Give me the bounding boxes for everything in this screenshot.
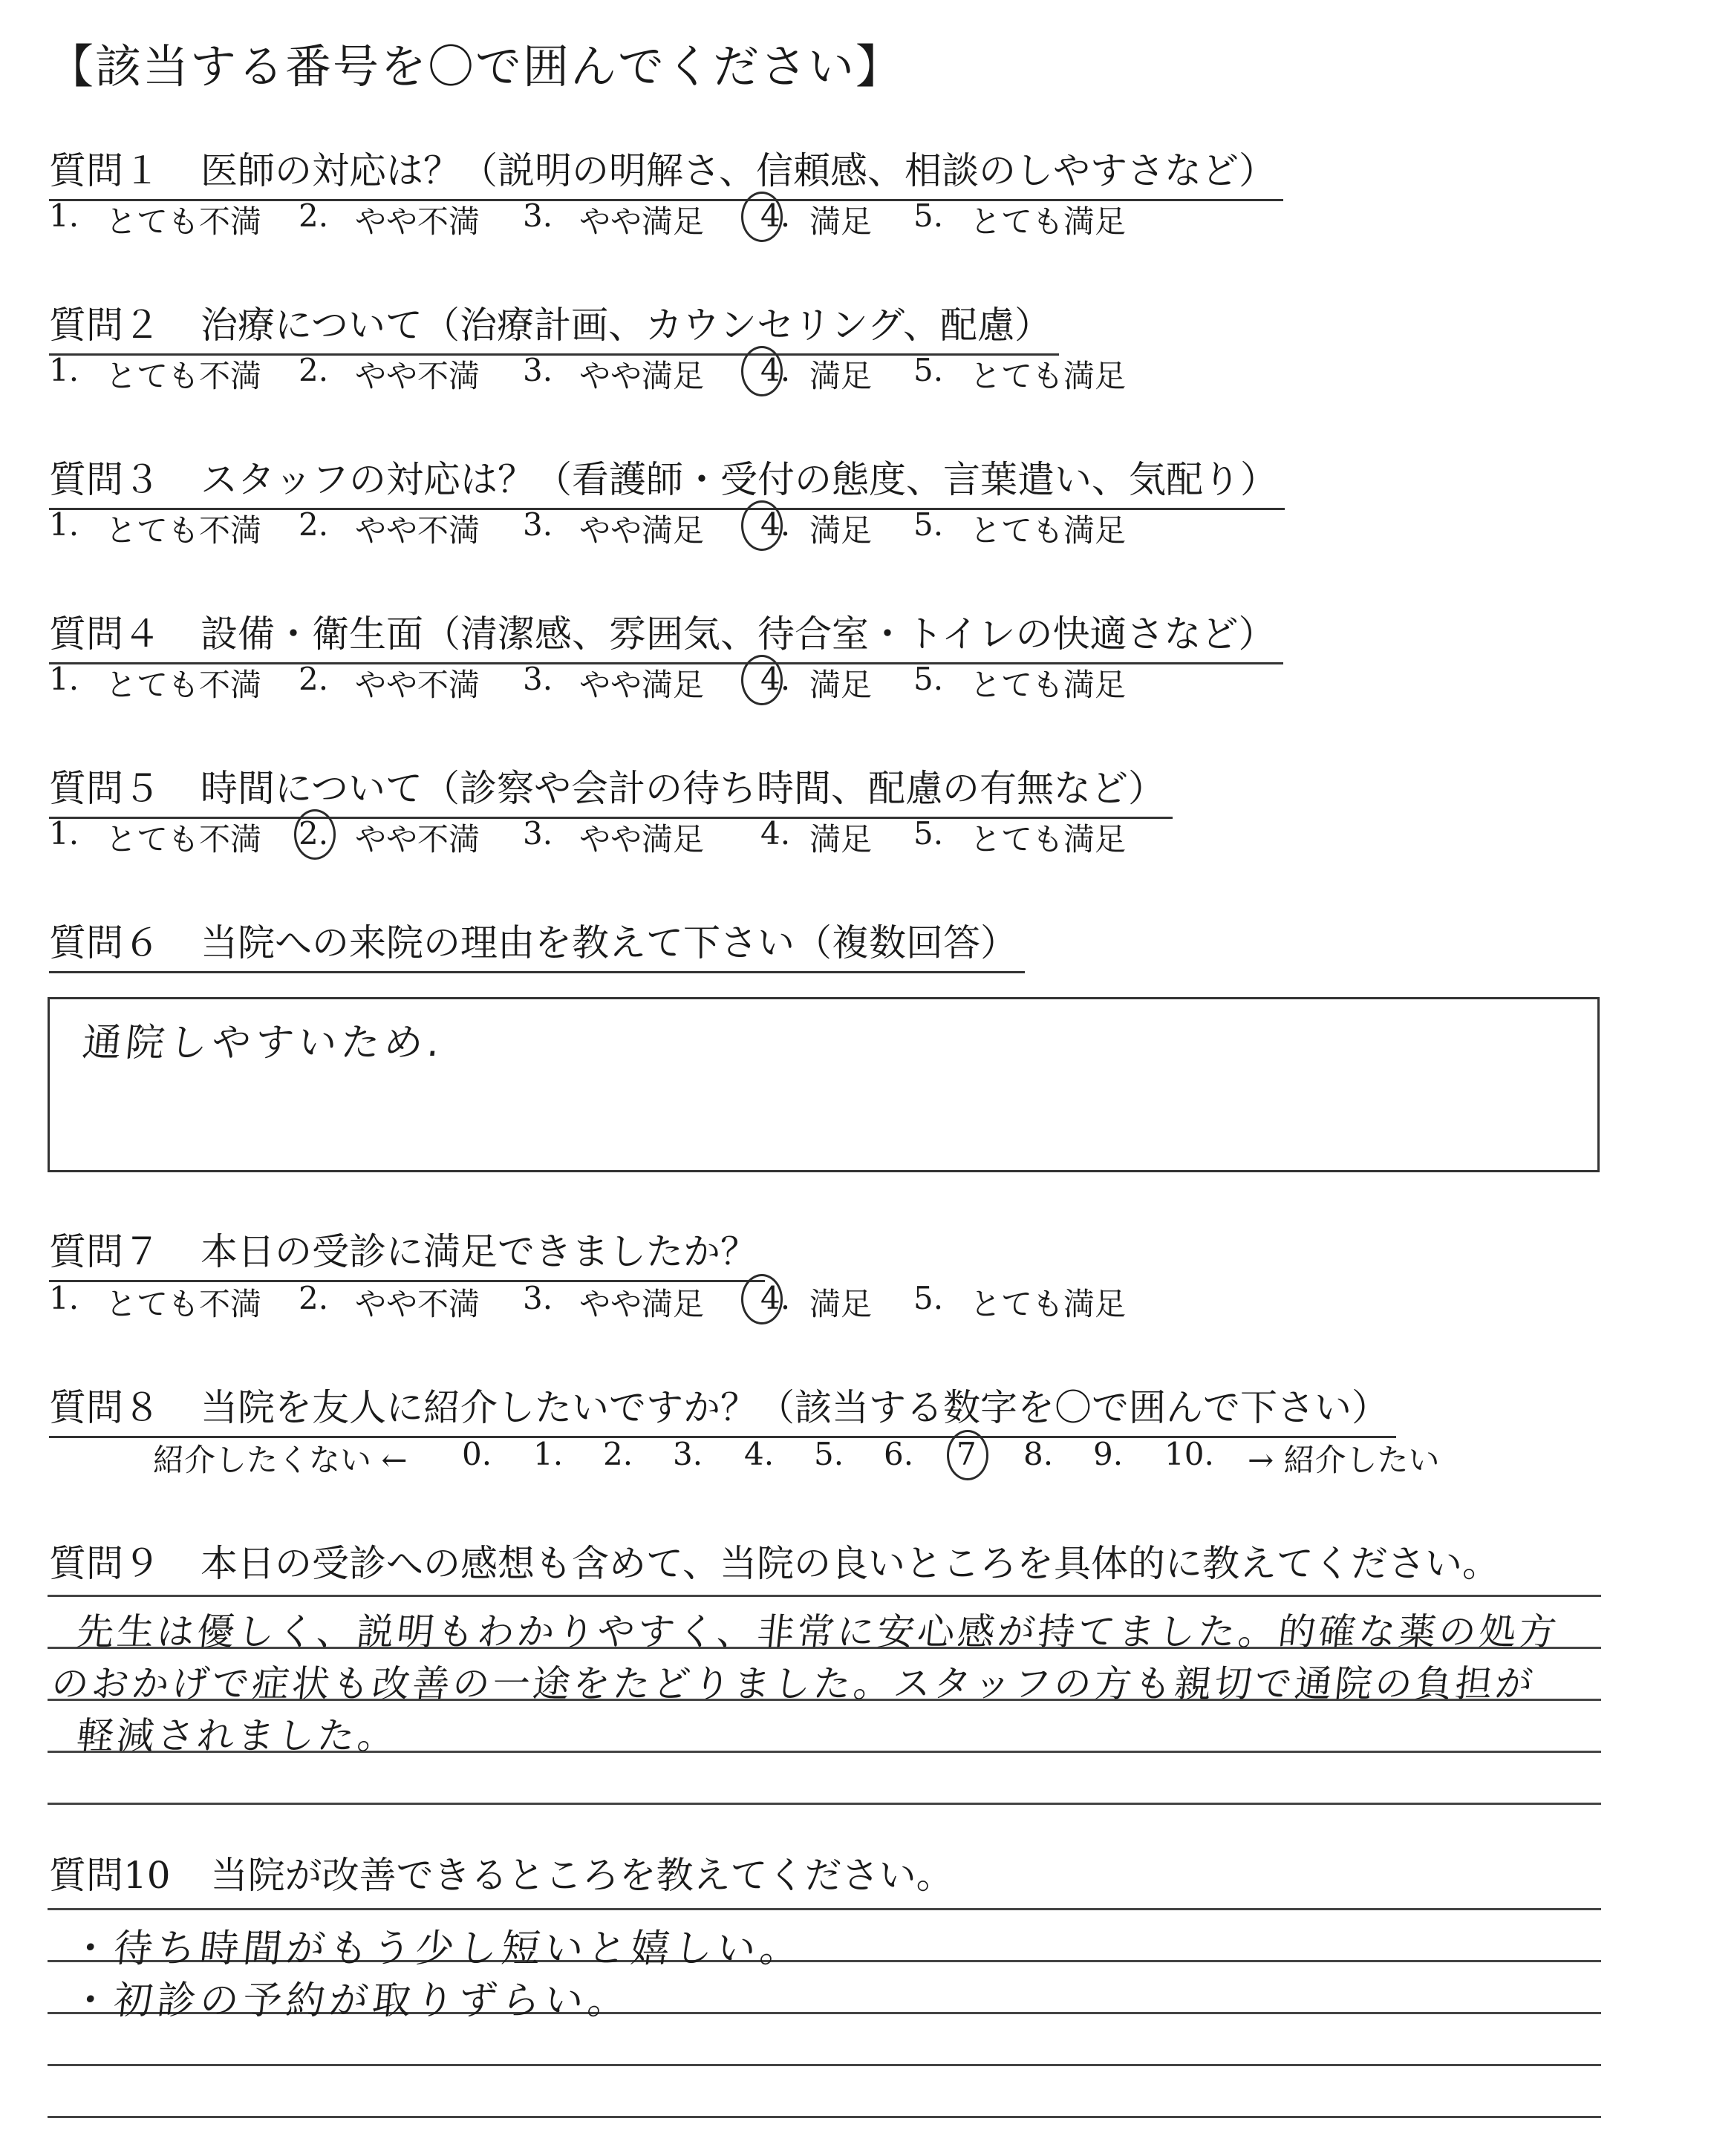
question-9-heading: [49, 1534, 1507, 1592]
question-number: 質問５: [49, 767, 160, 810]
question-text: 当院を友人に紹介したいですか？（該当する数字を〇で囲んで下さい）: [201, 1386, 1389, 1429]
question-text: 治療について（治療計画、カウンセリング、配慮）: [201, 304, 1052, 347]
question-number: 質問２: [49, 304, 160, 347]
answer-line: [48, 1595, 1601, 1597]
option-number[interactable]: 1.: [49, 506, 79, 543]
option-label: やや不満: [355, 667, 480, 703]
scale-number[interactable]: 1.: [533, 1436, 564, 1472]
option-number[interactable]: 3.: [523, 506, 553, 543]
question-3-heading: [49, 450, 1285, 510]
scale-number[interactable]: 8.: [1023, 1436, 1054, 1472]
question-text: 医師の対応は？（説明の明解さ、信頼感、相談のしやすさなど）: [201, 149, 1276, 192]
option-label: やや満足: [579, 1286, 705, 1322]
option-number[interactable]: 1.: [49, 815, 79, 852]
option-label: 満足: [809, 203, 873, 240]
question-5-heading: [49, 759, 1173, 819]
option-label: とても不満: [105, 1286, 262, 1322]
option-number[interactable]: 5.: [913, 506, 944, 543]
option-number[interactable]: 1.: [49, 352, 79, 388]
option-number[interactable]: 1.: [49, 1280, 79, 1316]
scale-right-label: → 紹介したい: [1248, 1442, 1440, 1478]
question-number: 質問４: [49, 612, 160, 656]
option-number[interactable]: 1.: [49, 661, 79, 697]
question-number: 質問９: [49, 1542, 160, 1585]
option-number[interactable]: 4.: [760, 506, 791, 543]
option-number[interactable]: 2.: [299, 1280, 329, 1316]
option-number[interactable]: 3.: [523, 661, 553, 697]
option-label: やや満足: [579, 203, 705, 240]
scale-number[interactable]: 5.: [814, 1436, 844, 1472]
option-label: やや満足: [579, 512, 705, 549]
scale-number[interactable]: 9.: [1093, 1436, 1124, 1472]
option-label: 満足: [809, 1286, 873, 1322]
option-label: 満足: [809, 667, 873, 703]
option-number[interactable]: 2.: [299, 661, 329, 697]
option-number[interactable]: 4.: [760, 197, 791, 234]
scale-number[interactable]: 10.: [1164, 1436, 1214, 1472]
option-number[interactable]: 4.: [760, 815, 791, 852]
option-number[interactable]: 5.: [913, 815, 944, 852]
option-label: やや満足: [579, 667, 705, 703]
option-label: 満足: [809, 358, 873, 394]
scale-number[interactable]: 0.: [462, 1436, 492, 1472]
selection-circle: [741, 346, 783, 396]
question-text: スタッフの対応は？（看護師・受付の態度、言葉遣い、気配り）: [201, 458, 1277, 501]
scale-number[interactable]: 7: [956, 1436, 977, 1472]
question-number: 質問７: [49, 1230, 160, 1273]
option-label: やや不満: [355, 821, 480, 858]
option-number[interactable]: 3.: [523, 352, 553, 388]
option-number[interactable]: 4.: [760, 661, 791, 697]
option-label: とても不満: [105, 203, 262, 240]
question-number: 質問３: [49, 458, 160, 501]
option-label: 満足: [809, 512, 873, 549]
selection-circle: [741, 192, 783, 242]
selection-circle: [741, 500, 783, 551]
option-label: やや満足: [579, 821, 705, 858]
option-label: とても不満: [105, 512, 262, 549]
question-text: 本日の受診に満足できましたか？: [201, 1230, 757, 1273]
scale-number[interactable]: 2.: [603, 1436, 633, 1472]
question-10-heading: [49, 1846, 961, 1904]
option-number[interactable]: 1.: [49, 197, 79, 234]
question-number: 質問６: [49, 921, 160, 964]
question-4-heading: [49, 604, 1283, 664]
page-title: 【該当する番号を〇で囲んでください】: [48, 39, 904, 94]
scale-number[interactable]: 4.: [744, 1436, 775, 1472]
answer-line: [48, 2116, 1601, 2118]
option-number[interactable]: 4.: [760, 352, 791, 388]
q9-handwritten-line: 軽減されました。: [74, 1714, 400, 1757]
q9-handwritten-line: 先生は優しく、説明もわかりやすく、非常に安心感が持てました。的確な薬の処方: [74, 1610, 1562, 1653]
option-label: とても満足: [970, 512, 1127, 549]
question-number: 質問10: [49, 1854, 171, 1897]
option-label: とても不満: [105, 667, 262, 703]
question-number: 質問８: [49, 1386, 160, 1429]
option-label: とても不満: [105, 358, 262, 394]
option-number[interactable]: 2.: [299, 506, 329, 543]
option-label: とても満足: [970, 821, 1127, 858]
option-label: 満足: [809, 821, 873, 858]
selection-circle: [741, 655, 783, 705]
option-label: やや不満: [355, 358, 480, 394]
option-label: とても満足: [970, 667, 1127, 703]
question-number: 質問１: [49, 149, 160, 192]
scale-left-label: 紹介したくない ←: [153, 1442, 408, 1478]
option-number[interactable]: 3.: [523, 1280, 553, 1316]
q9-handwritten-line: のおかげで症状も改善の一途をたどりました。スタッフの方も親切で通院の負担が: [49, 1662, 1538, 1705]
option-label: やや不満: [355, 512, 480, 549]
option-label: とても満足: [970, 203, 1127, 240]
option-label: とても不満: [105, 821, 262, 858]
option-label: やや満足: [579, 358, 705, 394]
question-text: 設備・衛生面（清潔感、雰囲気、待合室・トイレの快適さなど）: [201, 612, 1276, 656]
option-number[interactable]: 5.: [913, 1280, 944, 1316]
question-text: 時間について（診察や会計の待ち時間、配慮の有無など）: [201, 767, 1165, 810]
question-text: 当院が改善できるところを教えてください。: [210, 1854, 954, 1897]
question-7-heading: [49, 1222, 765, 1282]
option-number[interactable]: 5.: [913, 352, 944, 388]
q10-handwritten-line: ・初診の予約が取りずらい。: [68, 1979, 633, 2023]
question-1-heading: [49, 141, 1283, 201]
option-number[interactable]: 2.: [299, 352, 329, 388]
answer-line: [48, 2064, 1601, 2066]
option-number[interactable]: 2.: [299, 815, 329, 852]
option-number[interactable]: 3.: [523, 815, 553, 852]
scale-number[interactable]: 3.: [673, 1436, 703, 1472]
option-label: とても満足: [970, 358, 1127, 394]
question-2-heading: [49, 295, 1059, 356]
q6-handwritten-answer: 通院しやすいため.: [80, 1021, 447, 1065]
option-number[interactable]: 3.: [523, 197, 553, 234]
question-8-heading: [49, 1378, 1396, 1438]
option-number[interactable]: 2.: [299, 197, 329, 234]
answer-line: [48, 1908, 1601, 1910]
selection-circle: [947, 1430, 988, 1480]
option-number[interactable]: 4.: [760, 1280, 791, 1316]
option-label: とても満足: [970, 1286, 1127, 1322]
option-label: やや不満: [355, 1286, 480, 1322]
option-number[interactable]: 5.: [913, 197, 944, 234]
question-text: 本日の受診への感想も含めて、当院の良いところを具体的に教えてください。: [201, 1542, 1499, 1585]
selection-circle: [741, 1274, 783, 1324]
question-text: 当院への来院の理由を教えて下さい（複数回答）: [201, 921, 1017, 964]
answer-line: [48, 1803, 1601, 1805]
scale-number[interactable]: 6.: [884, 1436, 914, 1472]
q10-handwritten-line: ・待ち時間がもう少し短いと嬉しい。: [68, 1927, 806, 1971]
question-6-heading: [49, 913, 1025, 973]
selection-circle: [294, 809, 336, 860]
option-label: やや不満: [355, 203, 480, 240]
option-number[interactable]: 5.: [913, 661, 944, 697]
